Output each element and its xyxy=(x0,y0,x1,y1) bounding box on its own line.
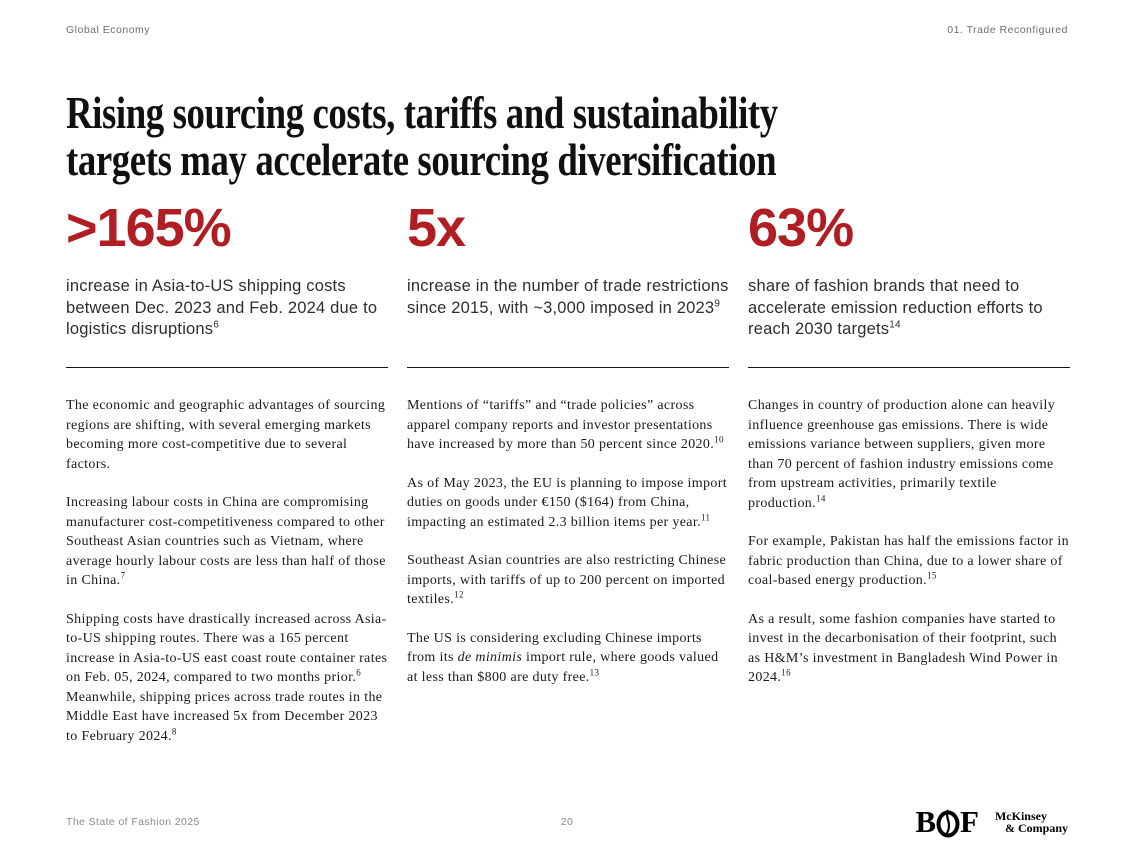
page-header xyxy=(66,24,1068,36)
header-chapter-label: 01. Trade Reconfigured xyxy=(947,24,1068,36)
footer-report-title: The State of Fashion 2025 xyxy=(66,816,200,828)
stat-subtitle: increase in Asia-to-US shipping costs between Dec. 2023 and Feb. 2024 due to logistics disruptions$^6$ xyxy=(66,277,378,338)
body-column-sustainability xyxy=(748,367,1070,765)
mckinsey-logo-line-1: McKinsey xyxy=(994,809,1047,823)
bof-logo xyxy=(915,804,979,840)
stat-value: >165% xyxy=(66,198,231,258)
mckinsey-logo-line-2: & Company xyxy=(1004,821,1068,835)
stat-value: 63% xyxy=(748,198,854,258)
stat-value: 5x xyxy=(407,198,466,258)
bof-letter-b: B xyxy=(915,804,937,839)
body-columns xyxy=(66,367,1070,765)
body-paragraph: Increasing labour costs in China are compromising manufacturer cost-competitiveness compared to other Southeast Asian countries such as Vietnam, where average hourly labour costs are less than half of those in China.$^7$ xyxy=(66,495,386,588)
stat-block-emissions xyxy=(748,198,1070,341)
header-section-label: Global Economy xyxy=(66,24,151,36)
page-number: 20 xyxy=(560,816,574,828)
stat-subtitle: increase in the number of trade restrictions since 2015, with ~3,000 imposed in 2023$^9$ xyxy=(407,277,729,317)
stat-subtitle: share of fashion brands that need to accelerate emission reduction efforts to reach 2030 targets$^{14}$ xyxy=(748,277,1043,338)
footer-logos xyxy=(915,804,1068,840)
mckinsey-logo xyxy=(995,810,1068,834)
body-paragraph: Mentions of “tariffs” and “trade policies” across apparel company reports and investor presentations have increased by more than 50 percent since 2020.10 xyxy=(407,398,724,452)
body-paragraph: Shipping costs have drastically increased across Asia-to-US shipping routes. There was a 165 percent increase in Asia-to-US east coast route container rates on Feb. 05, 2024, compared to two months prior.$^6$ Meanwhile, shipping prices across trade routes in the Middle East have increased 5x from December 2023 to February 2024.$^8$ xyxy=(66,611,388,744)
stat-block-shipping xyxy=(66,198,388,341)
body-paragraph: Changes in country of production alone can heavily influence greenhouse gas emissions. There is wide emissions variance between suppliers, given more than 70 percent of fashion industry emissions come from upstream activities, primarily textile production.$^{14}$ xyxy=(748,398,1056,511)
stats-row xyxy=(66,198,1070,341)
page-title-line-1: Rising sourcing costs, tariffs and sustainability xyxy=(66,86,778,138)
page-title-line-2: targets may accelerate sourcing diversification xyxy=(66,133,777,185)
page-footer xyxy=(66,800,1068,844)
body-paragraph: As a result, some fashion companies have started to invest in the decarbonisation of their footprint, such as H&M’s investment in Bangladesh Wind Power in 2024.16 xyxy=(748,611,1058,685)
body-paragraph: As of May 2023, the EU is planning to impose import duties on goods under €150 ($164) from China, impacting an estimated 2.3 billion items per year.$^{11}$ xyxy=(407,475,727,530)
body-paragraph: The economic and geographic advantages of sourcing regions are shifting, with several emerging markets becoming more cost-competitive due to several factors. xyxy=(66,398,386,472)
bof-needle-o-icon xyxy=(936,806,960,838)
bof-letter-f: F xyxy=(960,804,979,839)
body-column-sourcing-costs xyxy=(66,367,388,765)
body-paragraph: For example, Pakistan has half the emissions factor in fabric production than China, due to a lower share of coal-based energy production.$^{15}$ xyxy=(748,534,1070,588)
body-column-tariffs xyxy=(407,367,729,765)
page-title xyxy=(66,86,956,185)
body-paragraph: Southeast Asian countries are also restricting Chinese imports, with tariffs of up to 200 percent on imported textiles.$^{12}$ xyxy=(407,553,727,607)
body-paragraph: The US is considering excluding Chinese imports from its de minimis import rule, where goods valued at less than $800 are duty free.$^{13}$ xyxy=(407,630,719,685)
stat-block-trade-restrictions xyxy=(407,198,729,341)
